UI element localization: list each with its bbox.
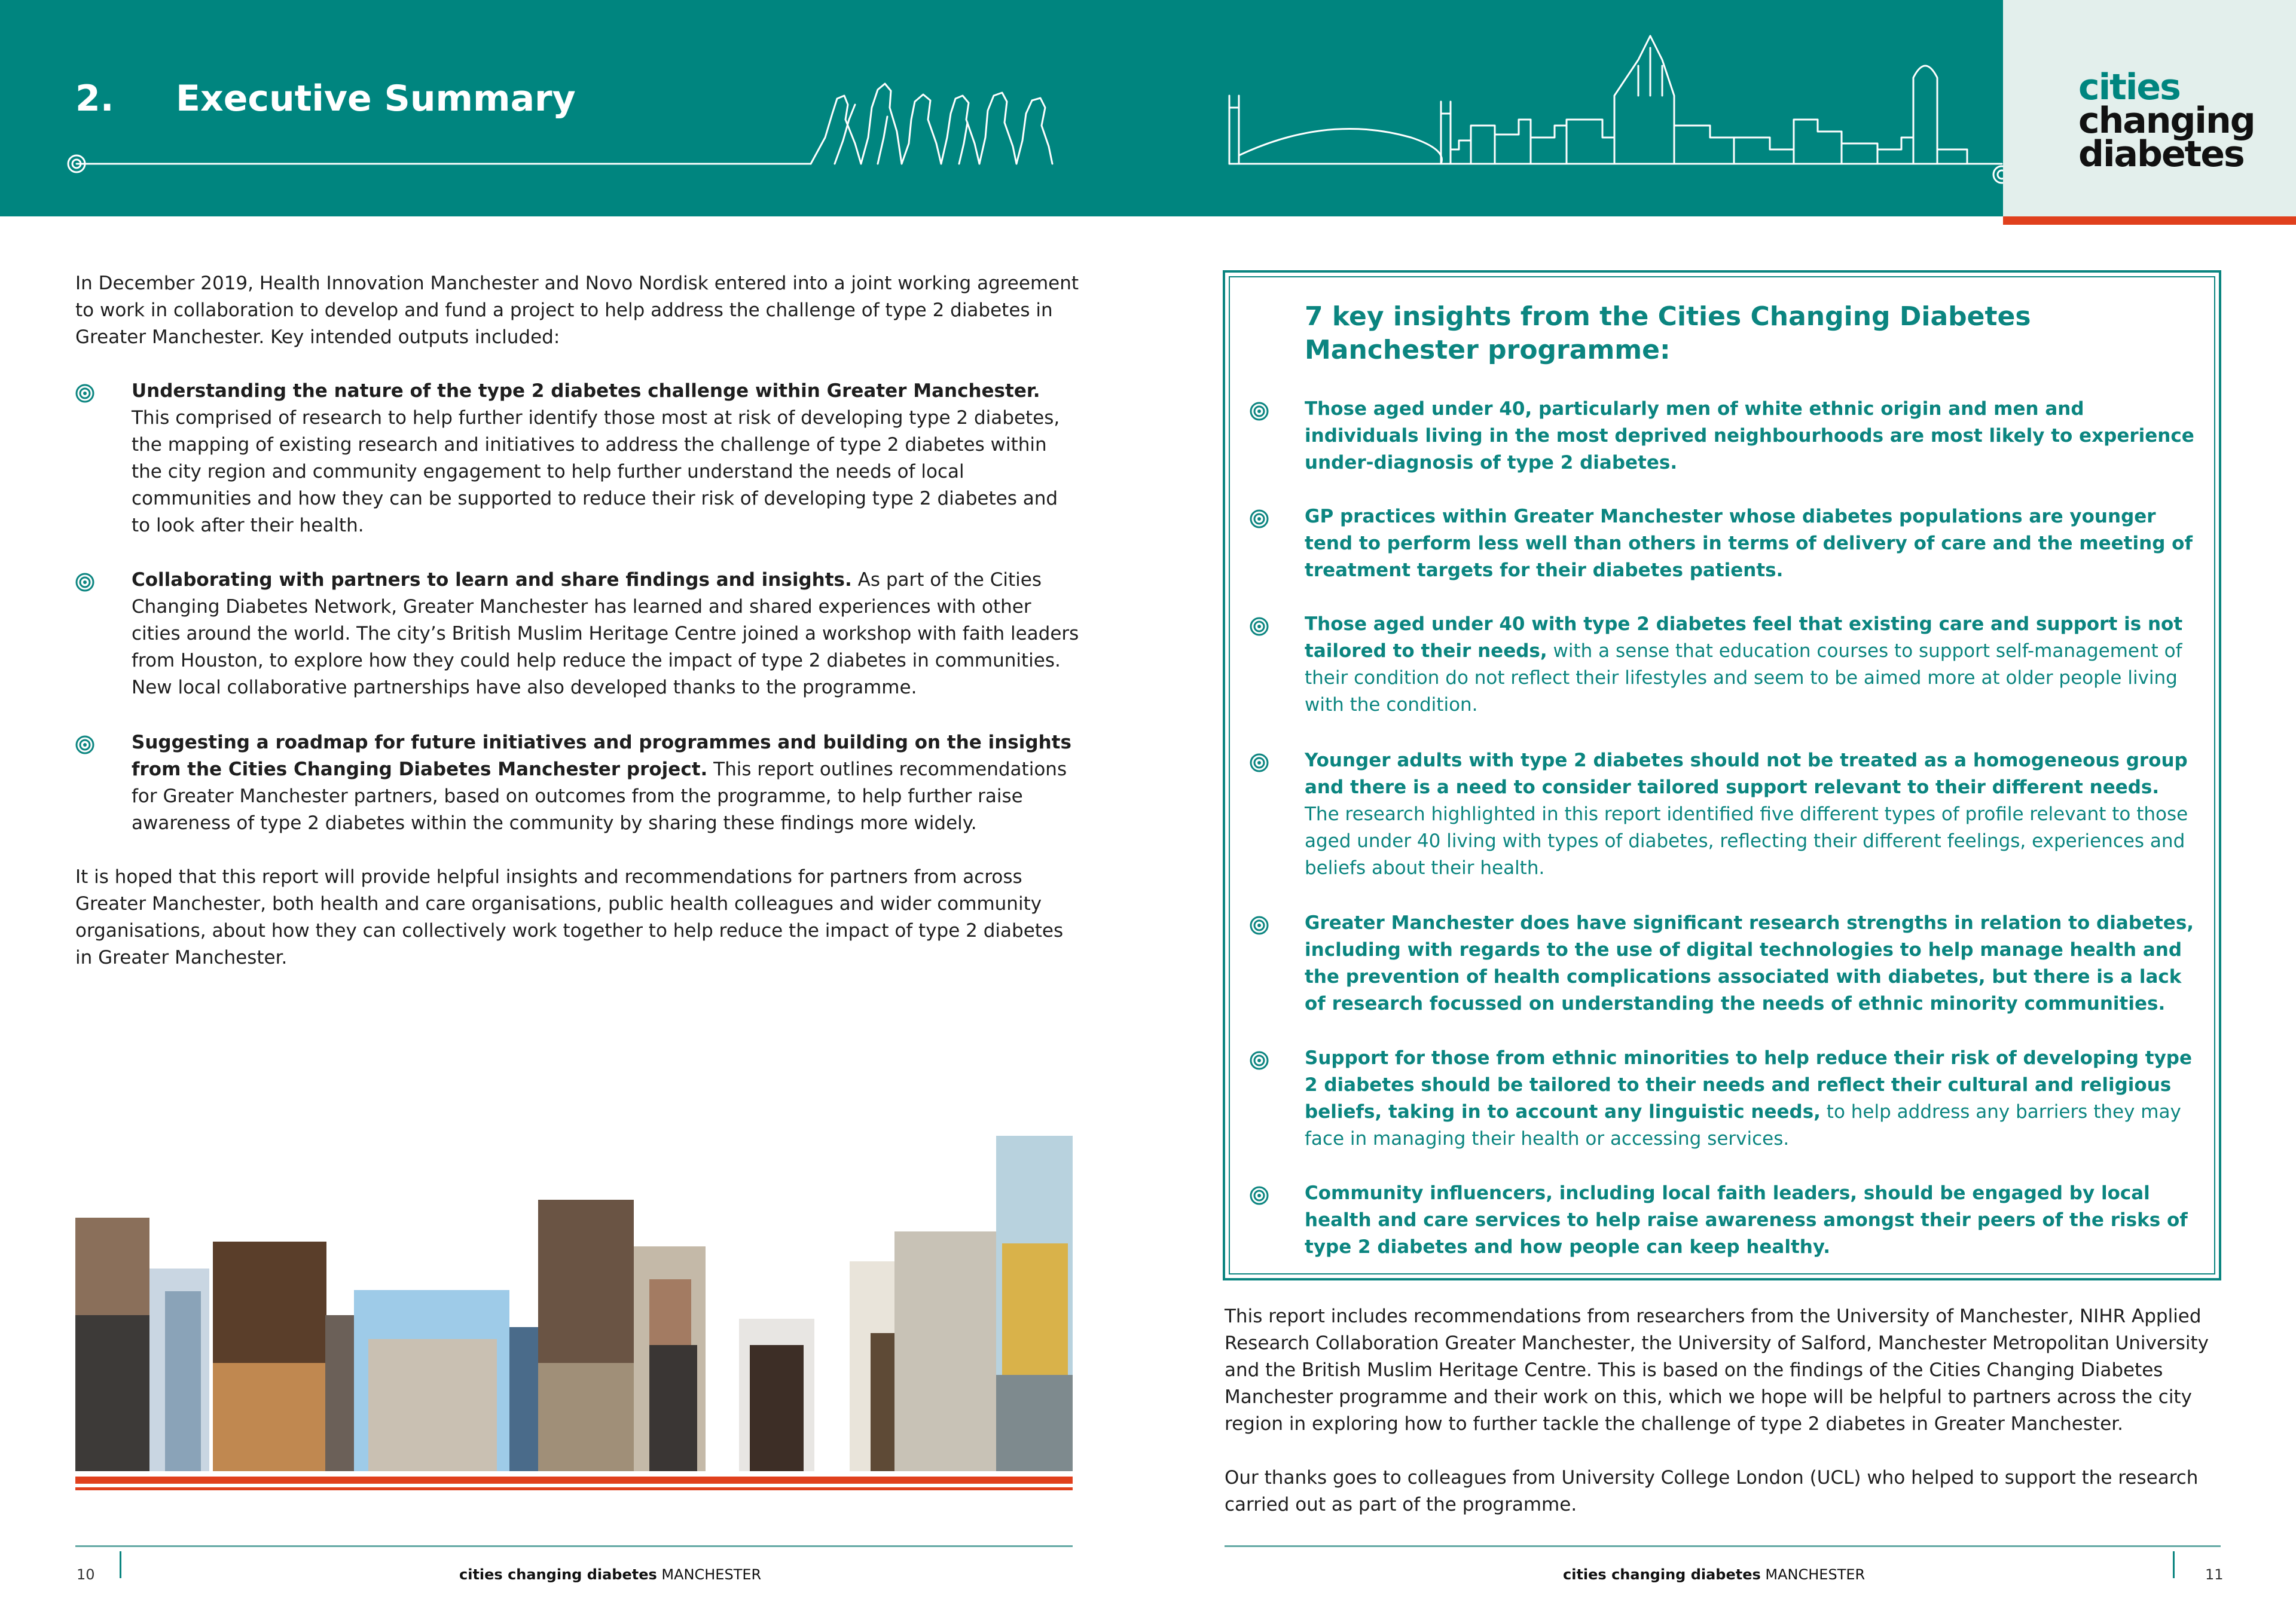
logo-line-3: diabetes [2078,133,2244,175]
insight-text: with a sense that education courses to support self-management of their condition do not reflect their lifestyles and seem to be aimed more at older people living with the condition. [1305,640,2182,716]
bullet-bold: Suggesting a roadmap for future initiatives and programmes and building on the insights from the Cities Changing Diabetes Manchester project. [132,732,1071,780]
logo-line-2: changing [2078,100,2255,142]
insight-bold: Support for those from ethnic minorities to help reduce their risk of developing type 2 diabetes should be tailored to their needs and reflect their cultural and religious beliefs, taking in to account any linguistic needs, [1305,1047,2192,1123]
insight-item [1250,611,2194,719]
insight-bold: Community influencers, including local faith leaders, should be engaged by local health and care services to help raise awareness amongst their peers of the risks of type 2 diabetes and how people can keep healthy. [1305,1182,2188,1258]
insight-bold: Greater Manchester does have significant research strengths in relation to diabetes, including with regards to the use of digital technologies to help manage health and the prevention of health complications associated with diabetes, but there is a lack of research focussed on understanding the needs of ethnic minority communities. [1305,912,2194,1014]
insight-bold: Younger adults with type 2 diabetes should not be treated as a homogeneous group and there is a need to consider tailored support relevant to their different needs. [1305,750,2188,798]
insight-item [1250,1045,2194,1153]
footer-rule-left [75,1545,1073,1547]
collage-accent-bar [75,1477,1073,1484]
insight-item [1250,503,2194,584]
footer-brand-name: cities changing diabetes [459,1566,657,1583]
section-heading [75,78,576,120]
recommendations-paragraph: This report includes recommendations from researchers from the University of Manchester, NIHR Applied Research Collaboration Greater Manchester, the University of Salford, Manchester Metropolitan University and the British Muslim Heritage Centre. This is based on the findings of the Cities Changing Diabetes Manchester programme and their work on this, which we hope will be helpful to partners across the city region in exploring how to further tackle the challenge of type 2 diabetes in Greater Manchester. [1225,1306,2209,1435]
insight-item [1250,396,2194,476]
insight-bold: Those aged under 40, particularly men of white ethnic origin and men and individuals living in the most deprived neighbourhoods are most likely to experience under-diagnosis of type 2 diabetes. [1305,398,2194,473]
collage-photo-elder [325,1315,356,1471]
section-number: 2. [75,78,114,120]
list-item [75,567,1080,701]
cities-changing-diabetes-logo [2078,66,2255,175]
insight-bold: Those aged under 40 with type 2 diabetes feel that existing care and support is not tailored to their needs, [1305,613,2183,662]
photo-collage [75,1136,1073,1477]
footer-tick-left [120,1551,121,1578]
logo-accent-bar [2003,216,2296,225]
thanks-paragraph: Our thanks goes to colleagues from University College London (UCL) who helped to support the research carried out as part of the programme. [1225,1467,2199,1515]
insight-item [1250,747,2194,882]
section-title: Executive Summary [176,78,576,120]
target-bullet-icon [75,573,94,592]
bullet-text: This report outlines recommendations for Greater Manchester partners, based on outcomes from the programme, to help further raise awareness of type 2 diabetes within the community by sharing these findings more widely. [132,759,1067,834]
bullet-bold: Collaborating with partners to learn and share findings and insights. [132,569,852,591]
target-bullet-icon [75,384,94,403]
bullet-bold: Understanding the nature of the type 2 diabetes challenge within Greater Manchester. [132,380,1040,402]
target-bullet-icon [1250,1051,1269,1070]
page-number-right: 11 [2205,1566,2224,1583]
footer-brand-right [1563,1566,1865,1583]
footer-tick-right [2173,1551,2175,1578]
insight-item [1250,1180,2194,1261]
target-bullet-icon [1250,509,1269,528]
target-bullet-icon [75,735,94,754]
bullet-text: This comprised of research to help further identify those most at risk of developing type 2 diabetes, the mapping of existing research and initiatives to address the challenge of type 2 diabetes within the city region and community engagement to help further understand the needs of local communities and how they can be supported to reduce their risk of developing type 2 diabetes and to look after their health. [132,407,1060,536]
bullet-text: As part of the Cities Changing Diabetes Network, Greater Manchester has learned and shared experiences with other cities around the world. The city’s British Muslim Heritage Centre joined a workshop with faith leaders from Houston, to explore how they could help reduce the impact of type 2 diabetes in communities. New local collaborative partnerships have also developed thanks to the programme. [132,569,1079,698]
footer-brand-city: MANCHESTER [1760,1566,1866,1583]
insight-text: The research highlighted in this report identified five different types of profile relevant to those aged under 40 living with types of diabetes, reflecting their different feelings, experiences and beliefs about their health. [1305,803,2188,879]
acknowledgements [1225,1303,2229,1518]
logo-line-1: cities [2078,66,2180,108]
footer-rule-right [1225,1545,2221,1547]
target-bullet-icon [1250,916,1269,935]
target-bullet-icon [1250,753,1269,772]
collage-accent-rule [75,1487,1073,1490]
insight-bold: GP practices within Greater Manchester whose diabetes populations are younger tend to perform less well than others in terms of delivery of care and the meeting of treatment targets for their diabetes patients. [1305,506,2193,581]
footer-brand-name: cities changing diabetes [1563,1566,1761,1583]
footer-brand-city: MANCHESTER [657,1566,762,1583]
closing-paragraph: It is hoped that this report will provide helpful insights and recommendations for partners from across Greater Manchester, both health and care organisations, public health colleagues and wider community organisations, about how they can collectively work together to help reduce the impact of type 2 diabetes in Greater Manchester. [75,866,1064,968]
target-bullet-icon [1250,617,1269,636]
intro-paragraph: In December 2019, Health Innovation Manchester and Novo Nordisk entered into a joint working agreement to work in collaboration to develop and fund a project to help address the challenge of type 2 diabetes in Greater Manchester. Key intended outputs included: [75,273,1079,348]
target-bullet-icon [1250,402,1269,421]
footer-brand-left [459,1566,761,1583]
list-item [75,378,1080,539]
insights-title: 7 key insights from the Cities Changing Diabetes Manchester programme: [1305,301,2031,365]
insight-text: to help address any barriers they may face in managing their health or accessing services. [1305,1101,2181,1150]
insight-item [1250,910,2194,1017]
target-bullet-icon [1250,1186,1269,1205]
page-number-left: 10 [77,1566,95,1583]
list-item [75,729,1080,837]
